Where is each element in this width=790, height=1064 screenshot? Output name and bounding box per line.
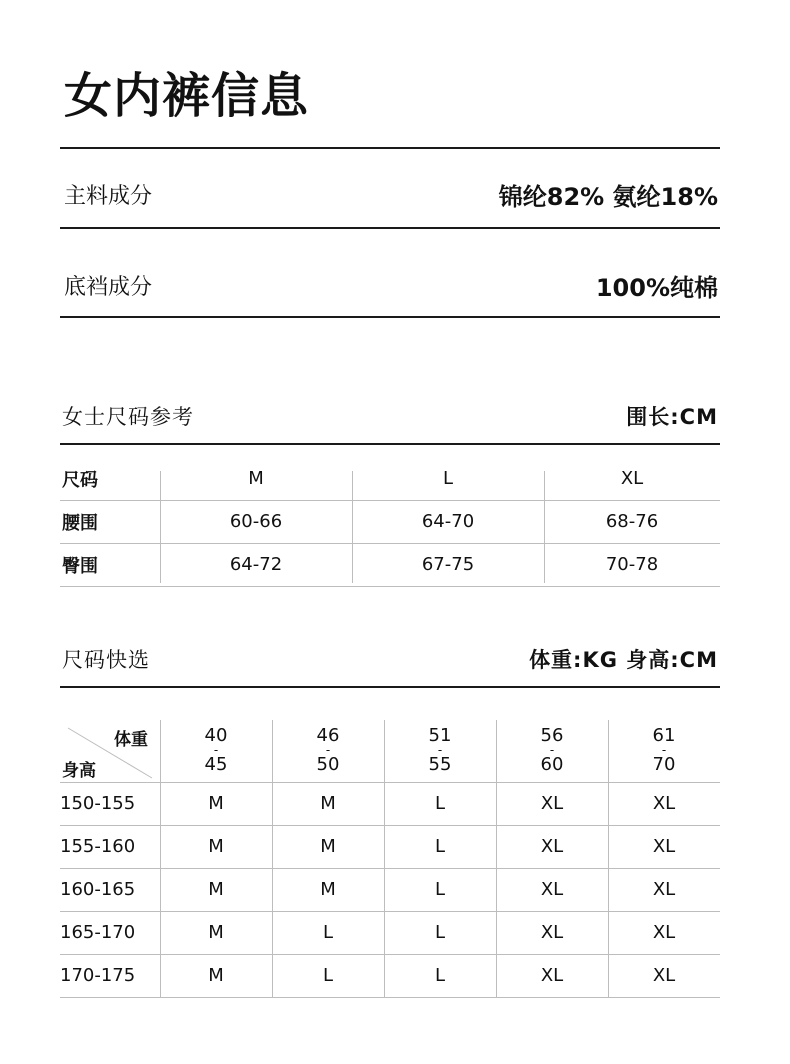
crotch-material-label: 底裆成分 [64,275,153,300]
page-title: 女内裤信息 [64,68,310,124]
size-cell: XL [652,965,676,986]
height-cell: 165-170 [60,922,136,943]
height-cell: 155-160 [60,836,136,857]
main-material-value: 锦纶82% 氨纶18% [498,183,718,211]
size-ref-divider [60,443,720,445]
size-cell: M [320,793,336,814]
table-row [60,954,720,998]
weight-range-header [496,720,608,782]
size-ref-table [60,457,720,584]
quick-size-table [60,720,720,998]
table-header-cell: M [248,468,264,489]
column-divider [496,720,497,998]
size-cell: XL [652,879,676,900]
corner-weight-label: 体重 [114,730,148,750]
column-divider [384,720,385,998]
size-ref-unit: 围长:CM [626,405,718,429]
size-cell: M [208,793,224,814]
table-cell: 67-75 [421,554,475,575]
table-row [60,500,720,544]
table-cell: 70-78 [605,554,659,575]
column-divider [608,720,609,998]
main-material-label: 主料成分 [64,184,153,209]
table-cell: 64-70 [421,511,475,532]
table-header-cell: 尺码 [62,469,98,491]
weight-from: 51 [428,725,452,747]
size-cell: L [434,793,446,814]
weight-to: 60 [540,753,564,775]
weight-dash: - [549,743,555,758]
table-row [60,868,720,912]
crotch-divider [60,316,720,318]
table-cell: 60-66 [229,511,283,532]
size-cell: M [208,879,224,900]
size-cell: L [434,922,446,943]
weight-to: 50 [316,753,340,775]
table-cell: 臀围 [62,555,98,577]
weight-to: 70 [652,753,676,775]
table-header-cell: L [442,468,454,489]
crotch-material-value: 100%纯棉 [595,274,718,302]
size-cell: M [208,965,224,986]
size-cell: M [208,922,224,943]
size-cell: M [320,879,336,900]
table-row [60,782,720,826]
size-cell: XL [540,965,564,986]
weight-dash: - [213,743,219,758]
weight-range-header [384,720,496,782]
size-cell: L [322,965,334,986]
table-row [60,911,720,955]
size-cell: XL [540,836,564,857]
height-cell: 170-175 [60,965,136,986]
table-cell: 64-72 [229,554,283,575]
size-cell: L [322,922,334,943]
weight-dash: - [661,743,667,758]
weight-from: 40 [204,725,228,747]
weight-range-header [272,720,384,782]
table-header-cell: XL [620,468,644,489]
size-cell: XL [540,879,564,900]
size-cell: L [434,965,446,986]
size-cell: M [320,836,336,857]
material-divider [60,227,720,229]
size-ref-heading: 女士尺码参考 [62,405,194,429]
size-cell: XL [652,836,676,857]
weight-dash: - [325,743,331,758]
column-divider [160,471,161,583]
size-cell: XL [652,922,676,943]
size-cell: XL [540,922,564,943]
size-cell: M [208,836,224,857]
height-cell: 160-165 [60,879,136,900]
table-row [60,457,720,501]
quick-size-heading: 尺码快选 [62,648,150,672]
size-cell: L [434,879,446,900]
column-divider [272,720,273,998]
weight-to: 45 [204,753,228,775]
size-cell: XL [540,793,564,814]
corner-height-label: 身高 [62,761,96,781]
weight-from: 56 [540,725,564,747]
size-cell: L [434,836,446,857]
quick-size-unit: 体重:KG 身高:CM [529,648,718,672]
weight-from: 46 [316,725,340,747]
weight-range-header [608,720,720,782]
height-cell: 150-155 [60,793,136,814]
weight-range-header [160,720,272,782]
column-divider [160,720,161,998]
quick-size-divider [60,686,720,688]
weight-from: 61 [652,725,676,747]
table-header-row [60,720,720,783]
table-cell: 68-76 [605,511,659,532]
column-divider [352,471,353,583]
title-divider [60,147,720,149]
weight-dash: - [437,743,443,758]
table-row [60,825,720,869]
column-divider [544,471,545,583]
table-cell: 腰围 [62,512,98,534]
table-row [60,543,720,587]
size-cell: XL [652,793,676,814]
weight-to: 55 [428,753,452,775]
